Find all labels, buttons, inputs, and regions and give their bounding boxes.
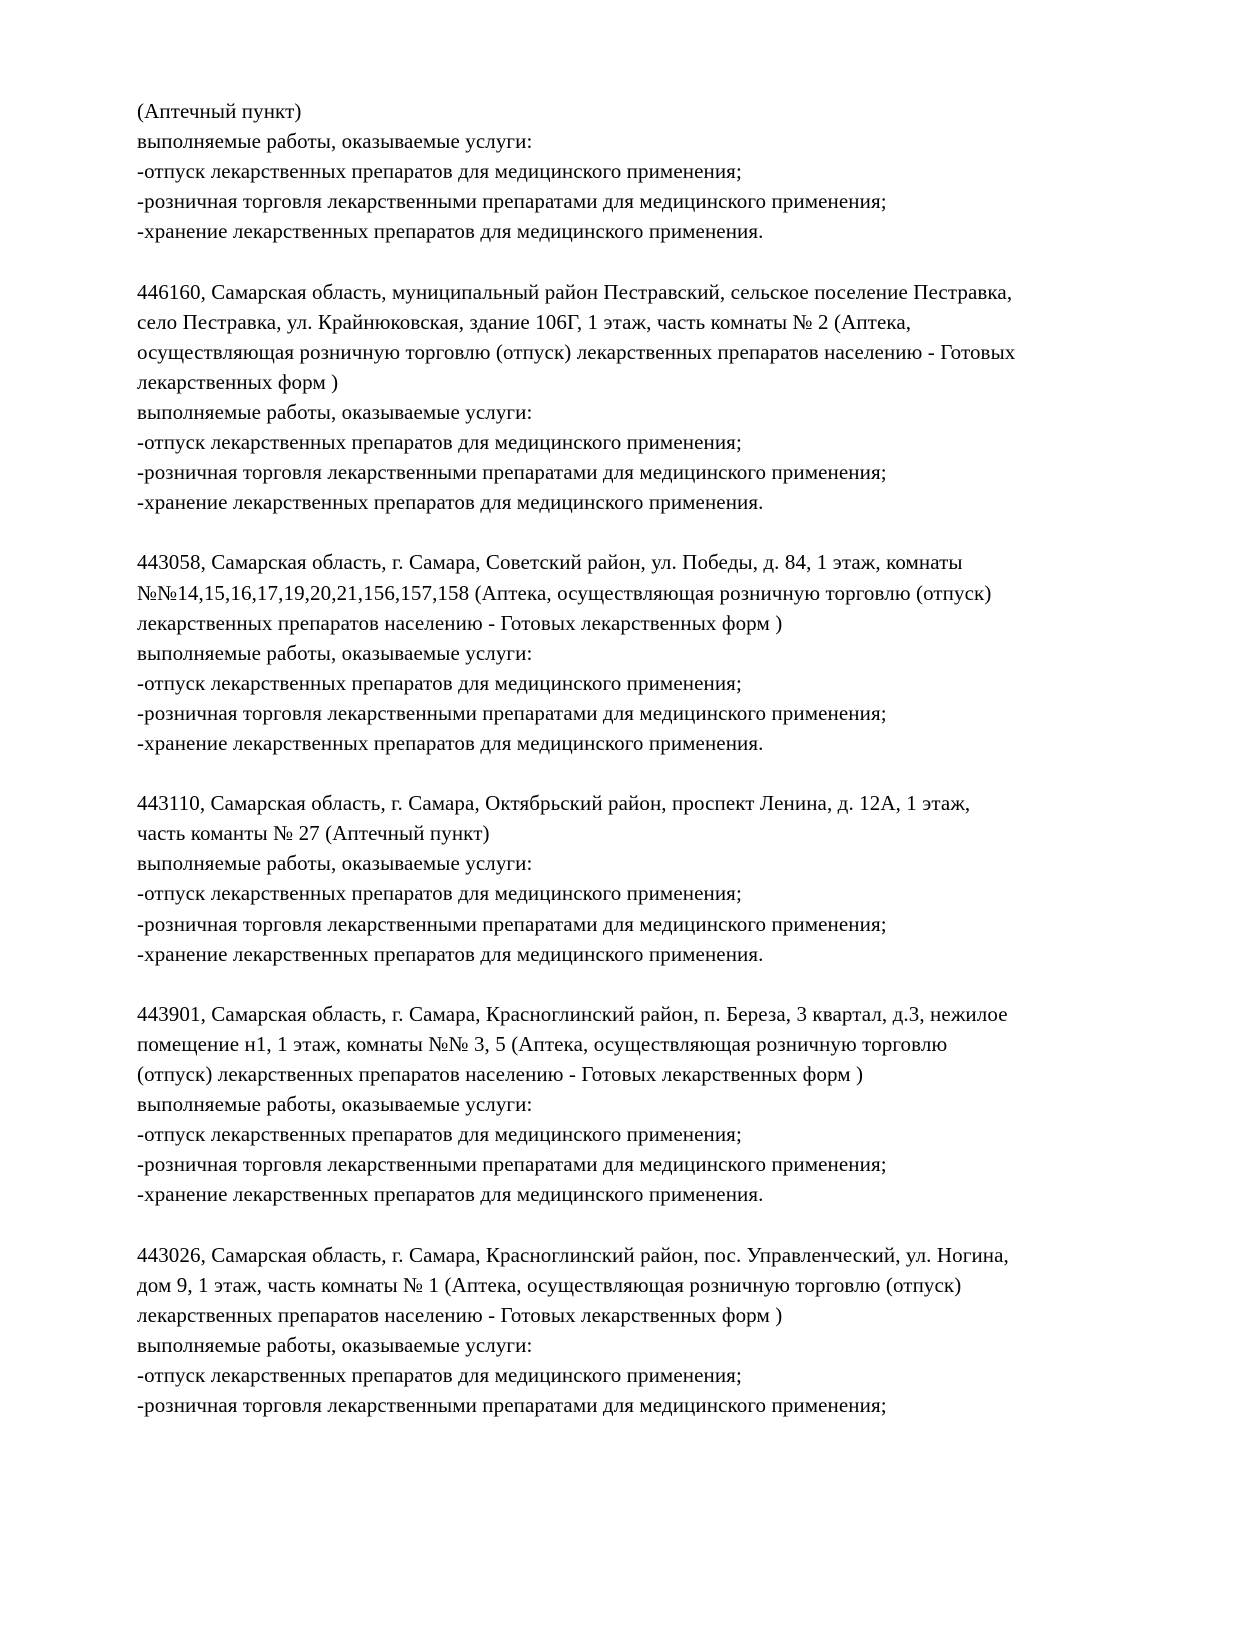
text-line: село Пестравка, ул. Крайнюковская, здание 106Г, 1 этаж, часть комнаты № 2 (Аптека, xyxy=(137,309,912,334)
text-line: лекарственных препаратов населению - Готовых лекарственных форм ) xyxy=(137,610,783,635)
text-line: -отпуск лекарственных препаратов для медицинского применения; xyxy=(137,881,742,906)
text-line: -отпуск лекарственных препаратов для медицинского применения; xyxy=(137,1362,742,1387)
entry-block xyxy=(137,788,1197,969)
text-line: (отпуск) лекарственных препаратов населению - Готовых лекарственных форм ) xyxy=(137,1062,864,1086)
text-line: осуществляющая розничную торговлю (отпуск) лекарственных препаратов населению - Готовых xyxy=(137,339,1016,364)
text-line: 443026, Самарская область, г. Самара, Красноглинский район, пос. Управленческий, ул. Ногина, xyxy=(137,1242,1009,1267)
text-line: -отпуск лекарственных препаратов для медицинского применения; xyxy=(137,159,742,184)
text-line: -хранение лекарственных препаратов для медицинского применения. xyxy=(137,219,764,244)
text-line: 443058, Самарская область, г. Самара, Советский район, ул. Победы, д. 84, 1 этаж, комнаты xyxy=(137,550,963,575)
text-line: №№14,15,16,17,19,20,21,156,157,158 (Аптека, осуществляющая розничную торговлю (отпуск) xyxy=(137,580,992,605)
text-line: -отпуск лекарственных препаратов для медицинского применения; xyxy=(137,430,742,455)
text-line: часть команты № 27 (Аптечный пункт) xyxy=(137,821,490,846)
text-line: -розничная торговля лекарственными препаратами для медицинского применения; xyxy=(137,700,887,725)
text-line: выполняемые работы, оказываемые услуги: xyxy=(137,851,533,876)
text-line: выполняемые работы, оказываемые услуги: xyxy=(137,640,533,665)
text-line: -хранение лекарственных препаратов для медицинского применения. xyxy=(137,941,764,966)
text-line: -розничная торговля лекарственными препаратами для медицинского применения; xyxy=(137,1393,887,1418)
entry-block xyxy=(137,96,1197,246)
text-line: лекарственных препаратов населению - Готовых лекарственных форм ) xyxy=(137,1302,783,1327)
entry-block xyxy=(137,999,1197,1210)
text-line: лекарственных форм ) xyxy=(137,369,339,394)
text-line: выполняемые работы, оказываемые услуги: xyxy=(137,129,533,154)
text-line: -отпуск лекарственных препаратов для медицинского применения; xyxy=(137,670,742,695)
text-line: -хранение лекарственных препаратов для медицинского применения. xyxy=(137,730,764,755)
text-line: помещение н1, 1 этаж, комнаты №№ 3, 5 (Аптека, осуществляющая розничную торговлю xyxy=(137,1031,948,1056)
entry-block xyxy=(137,1240,1197,1421)
entry-block xyxy=(137,277,1197,518)
text-line: -хранение лекарственных препаратов для медицинского применения. xyxy=(137,1182,764,1207)
text-line: выполняемые работы, оказываемые услуги: xyxy=(137,399,533,424)
text-line: дом 9, 1 этаж, часть комнаты № 1 (Аптека, осуществляющая розничную торговлю (отпуск) xyxy=(137,1272,962,1297)
entry-block xyxy=(137,547,1197,758)
text-line: -розничная торговля лекарственными препаратами для медицинского применения; xyxy=(137,911,887,936)
text-line: -отпуск лекарственных препаратов для медицинского применения; xyxy=(137,1122,742,1147)
text-line: -хранение лекарственных препаратов для медицинского применения. xyxy=(137,490,764,515)
text-line: -розничная торговля лекарственными препаратами для медицинского применения; xyxy=(137,460,887,485)
document-content xyxy=(137,96,1197,1420)
text-line: 443110, Самарская область, г. Самара, Октябрьский район, проспект Ленина, д. 12А, 1 этаж, xyxy=(137,791,971,816)
text-line: выполняемые работы, оказываемые услуги: xyxy=(137,1332,533,1357)
text-line: выполняемые работы, оказываемые услуги: xyxy=(137,1092,533,1117)
text-line: -розничная торговля лекарственными препаратами для медицинского применения; xyxy=(137,1152,887,1177)
text-line: -розничная торговля лекарственными препаратами для медицинского применения; xyxy=(137,189,887,214)
text-line: 443901, Самарская область, г. Самара, Красноглинский район, п. Береза, 3 квартал, д.3, нежилое xyxy=(137,1001,1008,1026)
text-line: (Аптечный пункт) xyxy=(137,99,302,123)
text-line: 446160, Самарская область, муниципальный район Пестравский, сельское поселение Пестравка, xyxy=(137,279,1013,304)
